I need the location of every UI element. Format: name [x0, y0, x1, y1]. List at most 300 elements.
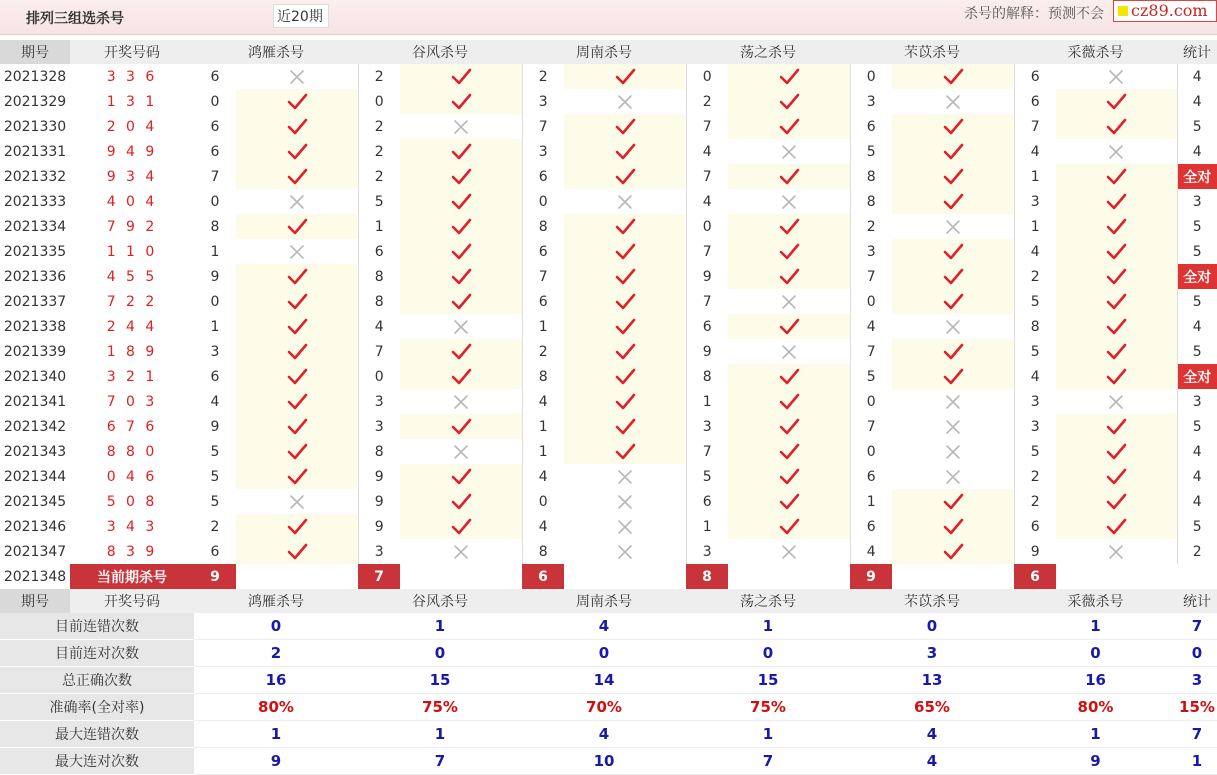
- summary-value: 13: [850, 667, 1014, 694]
- row-stat: 全对: [1177, 364, 1217, 389]
- kill-digit: 4: [866, 318, 876, 335]
- site-logo[interactable]: [1113, 0, 1217, 22]
- summary-value: 4: [522, 613, 686, 640]
- check-icon: [942, 367, 964, 387]
- check-icon: [286, 92, 308, 112]
- kill-digit: 7: [210, 168, 220, 185]
- kill-digit: 2: [538, 68, 548, 85]
- row-draw-number: 2 4 4: [106, 318, 158, 335]
- summary-value: 1: [686, 613, 850, 640]
- table-row: [0, 189, 1217, 214]
- period-selector[interactable]: 近20期: [273, 4, 329, 28]
- check-icon: [614, 317, 636, 337]
- result-cell: [892, 114, 1014, 139]
- row-stat: 全对: [1177, 264, 1217, 289]
- result-cell: [728, 414, 850, 439]
- kill-digit: 3: [702, 418, 712, 435]
- kill-digit: 4: [702, 193, 712, 210]
- kill-digit: 0: [866, 393, 876, 410]
- result-cell: [1056, 164, 1177, 189]
- row-draw-number: 6 7 6: [106, 418, 158, 435]
- kill-digit: 4: [538, 468, 548, 485]
- row-date: 2021334: [3, 218, 67, 235]
- kill-digit: 4: [702, 143, 712, 160]
- kill-digit: 5: [210, 468, 220, 485]
- result-cell: [236, 89, 358, 114]
- kill-digit: 4: [1030, 368, 1040, 385]
- table-row: [0, 164, 1217, 189]
- summary-value: 80%: [194, 694, 358, 721]
- kill-digit: 3: [210, 343, 220, 360]
- header-expert: 芣苡杀号: [850, 589, 1014, 613]
- header-expert: 鸿雁杀号: [194, 589, 358, 613]
- check-icon: [1105, 192, 1127, 212]
- check-icon: [1105, 492, 1127, 512]
- check-icon: [614, 367, 636, 387]
- kill-digit: 4: [374, 318, 384, 335]
- check-icon: [778, 217, 800, 237]
- cross-icon: [942, 442, 964, 462]
- kill-digit: 3: [1030, 193, 1040, 210]
- row-stat: 5: [1192, 218, 1202, 235]
- kill-digit: 5: [374, 193, 384, 210]
- row-stat: 4: [1192, 493, 1202, 510]
- table-header-row: [0, 40, 1217, 64]
- cross-icon: [614, 517, 636, 537]
- result-cell: [400, 414, 522, 439]
- result-cell: [728, 64, 850, 89]
- result-cell: [1056, 89, 1177, 114]
- result-cell: [1056, 489, 1177, 514]
- result-cell: [236, 289, 358, 314]
- row-date: 2021330: [3, 118, 67, 135]
- check-icon: [614, 142, 636, 162]
- check-icon: [1105, 317, 1127, 337]
- result-cell: [400, 539, 522, 564]
- table-row: [0, 414, 1217, 439]
- summary-value: 75%: [358, 694, 522, 721]
- kill-digit: 1: [702, 518, 712, 535]
- table-row: [0, 464, 1217, 489]
- check-icon: [450, 67, 472, 87]
- result-cell: [1056, 539, 1177, 564]
- kill-digit: 6: [1030, 518, 1040, 535]
- explain-text: 杀号的解释：预测不会: [964, 6, 1104, 22]
- row-stat: 5: [1192, 118, 1202, 135]
- kill-digit: 9: [374, 493, 384, 510]
- summary-value: 16: [194, 667, 358, 694]
- check-icon: [778, 67, 800, 87]
- current-empty-cell: [564, 564, 686, 589]
- check-icon: [450, 242, 472, 262]
- result-cell: [236, 489, 358, 514]
- check-icon: [942, 167, 964, 187]
- kill-digit: 8: [374, 268, 384, 285]
- logo-square-icon: [1118, 6, 1128, 16]
- cross-icon: [450, 317, 472, 337]
- kill-digit: 6: [866, 518, 876, 535]
- row-draw-number: 4 5 5: [106, 268, 158, 285]
- row-stat: 3: [1192, 393, 1202, 410]
- check-icon: [286, 317, 308, 337]
- result-cell: [892, 514, 1014, 539]
- header-expert: 采薇杀号: [1014, 589, 1177, 613]
- row-date: 2021333: [3, 193, 67, 210]
- summary-value: 15: [686, 667, 850, 694]
- summary-label: 最大连对次数: [0, 748, 194, 775]
- summary-value: 0: [850, 613, 1014, 640]
- row-stat: 5: [1192, 243, 1202, 260]
- result-cell: [1056, 314, 1177, 339]
- check-icon: [778, 242, 800, 262]
- row-stat: 3: [1192, 193, 1202, 210]
- table-row: [0, 214, 1217, 239]
- table-row: [0, 264, 1217, 289]
- header-draw: 开奖号码: [70, 589, 194, 613]
- logo-text: cz89.com: [1131, 1, 1208, 20]
- current-empty-cell: [400, 564, 522, 589]
- kill-digit: 1: [1030, 168, 1040, 185]
- cross-icon: [942, 217, 964, 237]
- result-cell: [728, 489, 850, 514]
- check-icon: [942, 492, 964, 512]
- table-row: [0, 89, 1217, 114]
- result-cell: [400, 239, 522, 264]
- row-date: 2021339: [3, 343, 67, 360]
- row-date: 2021331: [3, 143, 67, 160]
- table-row: [0, 339, 1217, 364]
- result-cell: [1056, 114, 1177, 139]
- table-row: [0, 364, 1217, 389]
- table-row: [0, 439, 1217, 464]
- check-icon: [1105, 417, 1127, 437]
- kill-digit: 5: [210, 443, 220, 460]
- result-cell: [1056, 414, 1177, 439]
- result-cell: [236, 464, 358, 489]
- page-title: 排列三组选杀号: [26, 11, 124, 27]
- summary-stat: 0: [1177, 640, 1217, 667]
- kill-digit: 6: [210, 68, 220, 85]
- kill-digit: 7: [538, 118, 548, 135]
- cross-icon: [450, 442, 472, 462]
- result-cell: [892, 314, 1014, 339]
- row-draw-number: 8 3 9: [106, 543, 158, 560]
- result-cell: [236, 339, 358, 364]
- result-cell: [728, 514, 850, 539]
- row-draw-number: 7 9 2: [106, 218, 158, 235]
- check-icon: [1105, 117, 1127, 137]
- row-draw-number: 7 0 3: [106, 393, 158, 410]
- cross-icon: [1105, 542, 1127, 562]
- result-cell: [1056, 514, 1177, 539]
- summary-value: 7: [686, 748, 850, 775]
- row-stat: 4: [1192, 143, 1202, 160]
- table-row: [0, 539, 1217, 564]
- summary-value: 0: [522, 640, 686, 667]
- kill-digit: 7: [538, 268, 548, 285]
- cross-icon: [778, 542, 800, 562]
- kill-digit: 8: [866, 193, 876, 210]
- result-cell: [728, 439, 850, 464]
- summary-value: 0: [686, 640, 850, 667]
- cross-icon: [614, 92, 636, 112]
- check-icon: [942, 67, 964, 87]
- cross-icon: [286, 242, 308, 262]
- check-icon: [450, 92, 472, 112]
- kill-digit: 2: [374, 118, 384, 135]
- result-cell: [236, 164, 358, 189]
- current-empty-cell: [236, 564, 358, 589]
- check-icon: [614, 417, 636, 437]
- kill-digit: 0: [210, 93, 220, 110]
- kill-digit: 2: [702, 93, 712, 110]
- row-date: 2021347: [3, 543, 67, 560]
- result-cell: [728, 139, 850, 164]
- summary-label: 目前连错次数: [0, 613, 194, 640]
- summary-row: [0, 667, 1217, 694]
- kill-digit: 5: [1030, 443, 1040, 460]
- result-cell: [892, 89, 1014, 114]
- row-date: 2021336: [3, 268, 67, 285]
- kill-digit: 6: [702, 318, 712, 335]
- cross-icon: [942, 392, 964, 412]
- check-icon: [286, 167, 308, 187]
- kill-digit: 7: [702, 243, 712, 260]
- row-stat: 4: [1192, 93, 1202, 110]
- row-stat: 4: [1192, 318, 1202, 335]
- result-cell: [728, 114, 850, 139]
- result-cell: [1056, 239, 1177, 264]
- current-empty-cell: [1056, 564, 1177, 589]
- summary-value: 1: [358, 721, 522, 748]
- check-icon: [286, 267, 308, 287]
- summary-value: 10: [522, 748, 686, 775]
- kill-digit: 2: [1030, 493, 1040, 510]
- current-empty-cell: [728, 564, 850, 589]
- kill-number-table: [0, 40, 1217, 775]
- summary-value: 0: [358, 640, 522, 667]
- summary-stat: 3: [1177, 667, 1217, 694]
- row-draw-number: 3 2 1: [106, 368, 158, 385]
- result-cell: [236, 439, 358, 464]
- result-cell: [400, 464, 522, 489]
- check-icon: [1105, 517, 1127, 537]
- check-icon: [286, 442, 308, 462]
- result-cell: [1056, 464, 1177, 489]
- row-stat: 5: [1192, 343, 1202, 360]
- kill-digit: 3: [538, 93, 548, 110]
- summary-value: 1: [1014, 613, 1177, 640]
- check-icon: [614, 67, 636, 87]
- check-icon: [778, 117, 800, 137]
- summary-row: [0, 694, 1217, 721]
- result-cell: [564, 64, 686, 89]
- result-cell: [564, 414, 686, 439]
- check-icon: [1105, 217, 1127, 237]
- result-cell: [1056, 364, 1177, 389]
- result-cell: [892, 414, 1014, 439]
- result-cell: [400, 489, 522, 514]
- check-icon: [778, 467, 800, 487]
- check-icon: [778, 367, 800, 387]
- result-cell: [400, 389, 522, 414]
- kill-digit: 7: [702, 443, 712, 460]
- check-icon: [942, 267, 964, 287]
- header-date: 期号: [0, 40, 70, 64]
- check-icon: [450, 517, 472, 537]
- result-cell: [728, 264, 850, 289]
- kill-digit: 7: [1030, 118, 1040, 135]
- check-icon: [942, 242, 964, 262]
- result-cell: [400, 114, 522, 139]
- row-draw-number: 1 1 0: [106, 243, 158, 260]
- result-cell: [564, 464, 686, 489]
- check-icon: [942, 142, 964, 162]
- kill-digit: 1: [538, 418, 548, 435]
- result-cell: [1056, 339, 1177, 364]
- result-cell: [892, 364, 1014, 389]
- check-icon: [286, 292, 308, 312]
- summary-label: 准确率(全对率): [0, 694, 194, 721]
- result-cell: [564, 89, 686, 114]
- row-draw-number: 2 0 4: [106, 118, 158, 135]
- check-icon: [286, 142, 308, 162]
- result-cell: [400, 64, 522, 89]
- result-cell: [892, 439, 1014, 464]
- result-cell: [564, 314, 686, 339]
- cross-icon: [1105, 142, 1127, 162]
- row-draw-number: 8 8 0: [106, 443, 158, 460]
- check-icon: [286, 217, 308, 237]
- result-cell: [236, 189, 358, 214]
- cross-icon: [450, 117, 472, 137]
- check-icon: [286, 417, 308, 437]
- result-cell: [728, 164, 850, 189]
- summary-value: 15: [358, 667, 522, 694]
- check-icon: [450, 267, 472, 287]
- current-stat-cell: [1177, 564, 1217, 589]
- result-cell: [564, 489, 686, 514]
- row-stat: 5: [1192, 293, 1202, 310]
- row-date: 2021343: [3, 443, 67, 460]
- kill-digit: 4: [866, 543, 876, 560]
- result-cell: [892, 239, 1014, 264]
- header-expert: 周南杀号: [522, 589, 686, 613]
- check-icon: [778, 417, 800, 437]
- top-bar: [0, 0, 1217, 35]
- result-cell: [1056, 189, 1177, 214]
- summary-value: 3: [850, 640, 1014, 667]
- summary-value: 1: [1014, 721, 1177, 748]
- kill-digit: 6: [538, 243, 548, 260]
- result-cell: [892, 339, 1014, 364]
- row-date: 2021329: [3, 93, 67, 110]
- kill-digit: 1: [1030, 218, 1040, 235]
- result-cell: [236, 239, 358, 264]
- result-cell: [1056, 439, 1177, 464]
- kill-digit: 0: [702, 218, 712, 235]
- header-date: 期号: [0, 589, 70, 613]
- current-kill-digit: 6: [1014, 564, 1056, 589]
- check-icon: [450, 292, 472, 312]
- cross-icon: [778, 342, 800, 362]
- kill-digit: 2: [210, 518, 220, 535]
- summary-stat: 7: [1177, 613, 1217, 640]
- row-draw-number: 4 0 4: [106, 193, 158, 210]
- row-stat: 5: [1192, 518, 1202, 535]
- row-stat: 5: [1192, 418, 1202, 435]
- kill-digit: 4: [1030, 143, 1040, 160]
- kill-digit: 0: [866, 293, 876, 310]
- result-cell: [728, 239, 850, 264]
- result-cell: [400, 289, 522, 314]
- summary-stat: 15%: [1177, 694, 1217, 721]
- check-icon: [614, 267, 636, 287]
- kill-digit: 5: [866, 368, 876, 385]
- header-expert: 谷风杀号: [358, 40, 522, 64]
- summary-value: 70%: [522, 694, 686, 721]
- check-icon: [450, 167, 472, 187]
- summary-value: 4: [850, 721, 1014, 748]
- header-draw: 开奖号码: [70, 40, 194, 64]
- result-cell: [236, 314, 358, 339]
- result-cell: [236, 64, 358, 89]
- kill-digit: 2: [1030, 468, 1040, 485]
- header-expert: 谷风杀号: [358, 589, 522, 613]
- kill-digit: 7: [866, 418, 876, 435]
- header-expert: 鸿雁杀号: [194, 40, 358, 64]
- kill-digit: 8: [866, 168, 876, 185]
- cross-icon: [778, 142, 800, 162]
- kill-digit: 1: [702, 393, 712, 410]
- result-cell: [892, 264, 1014, 289]
- row-draw-number: 1 8 9: [106, 343, 158, 360]
- result-cell: [564, 289, 686, 314]
- kill-digit: 3: [374, 418, 384, 435]
- kill-digit: 0: [374, 368, 384, 385]
- result-cell: [1056, 214, 1177, 239]
- kill-digit: 9: [210, 418, 220, 435]
- kill-digit: 5: [210, 493, 220, 510]
- check-icon: [942, 192, 964, 212]
- result-cell: [400, 364, 522, 389]
- kill-digit: 3: [702, 543, 712, 560]
- result-cell: [728, 289, 850, 314]
- row-draw-number: 0 4 6: [106, 468, 158, 485]
- summary-value: 1: [194, 721, 358, 748]
- check-icon: [778, 442, 800, 462]
- result-cell: [236, 364, 358, 389]
- summary-label: 总正确次数: [0, 667, 194, 694]
- kill-digit: 9: [1030, 543, 1040, 560]
- result-cell: [400, 514, 522, 539]
- check-icon: [1105, 267, 1127, 287]
- current-label: 当前期杀号: [70, 564, 194, 589]
- kill-digit: 3: [374, 543, 384, 560]
- result-cell: [728, 364, 850, 389]
- check-icon: [942, 342, 964, 362]
- summary-value: 9: [194, 748, 358, 775]
- check-icon: [450, 217, 472, 237]
- check-icon: [778, 492, 800, 512]
- result-cell: [728, 539, 850, 564]
- cross-icon: [778, 292, 800, 312]
- result-cell: [236, 139, 358, 164]
- kill-digit: 4: [538, 518, 548, 535]
- result-cell: [728, 89, 850, 114]
- row-draw-number: 3 4 3: [106, 518, 158, 535]
- table-row: [0, 239, 1217, 264]
